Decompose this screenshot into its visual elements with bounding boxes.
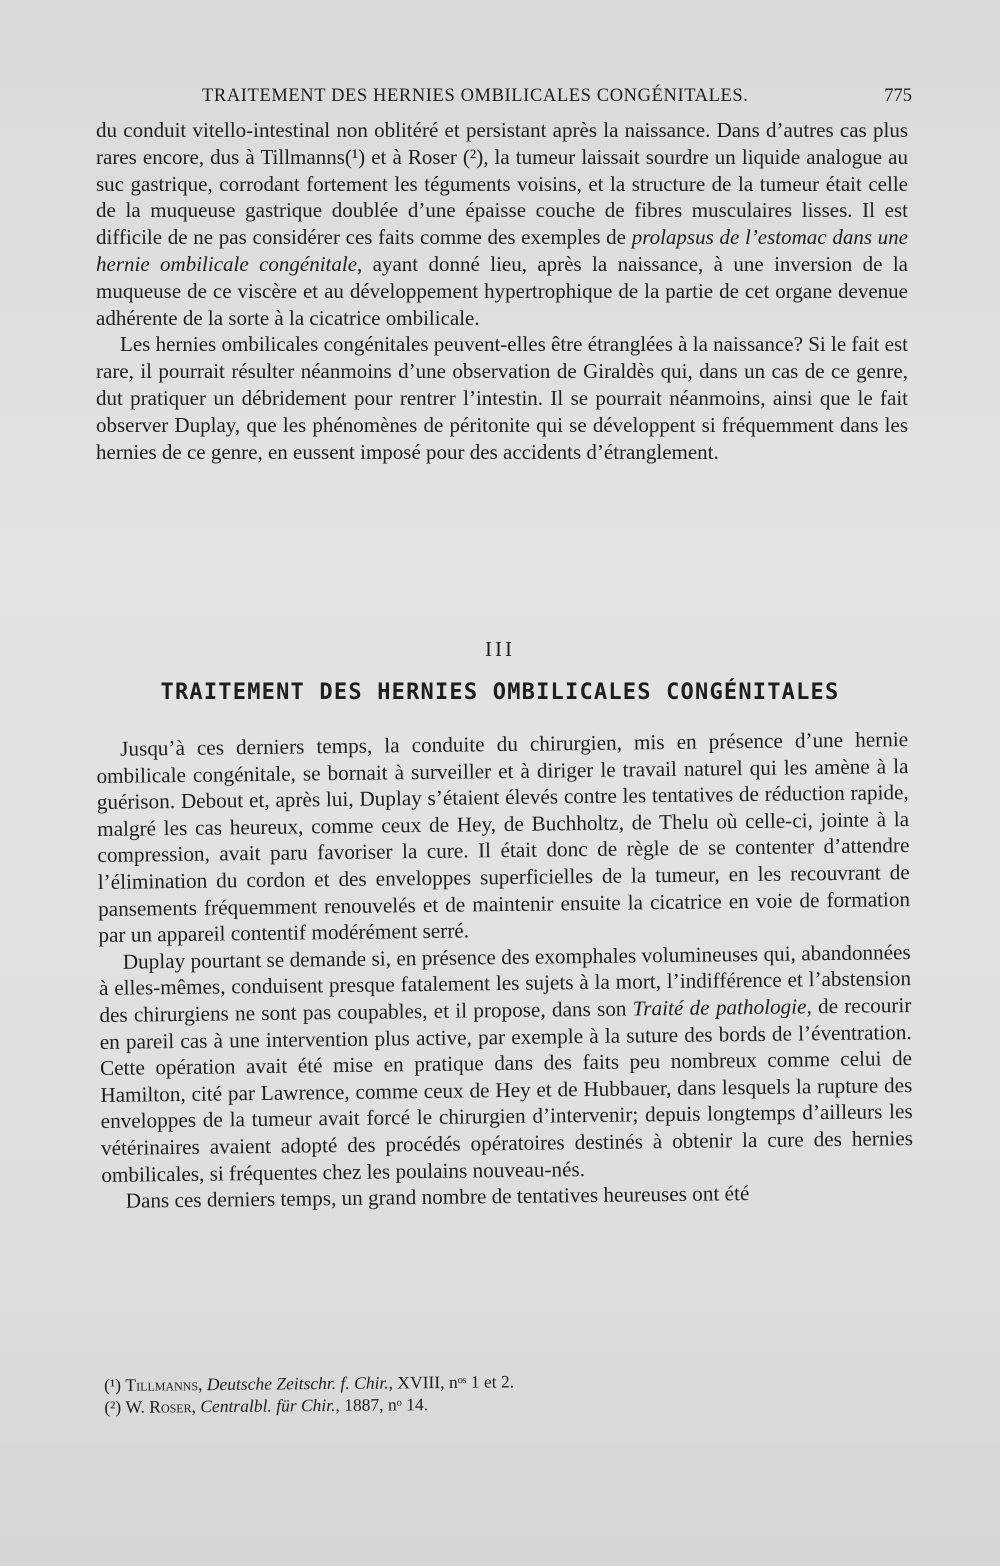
running-title: TRAITEMENT DES HERNIES OMBILICALES CONGÉNITALES. (202, 86, 749, 106)
paragraph: Jusqu’à ces derniers temps, la conduite du chirurgien, mis en présence d’une hernie ombilicale congénitale, se bornait à surveiller et à diriger le travail naturel qui les amène à la guérison. Debout et, après lui, Duplay s’étaient élevés contre les tentatives de réduction rapide, malgré les cas heureux, comme ceux de Hey, de Buchholtz, de Thelu où celle-ci, jointe à la compression, avait paru favoriser la cure. Il était donc de règle de se contenter d’attendre l’élimination du cordon et des enveloppes superficielles de la tumeur, en les recouvrant de pansements fréquemment renouvelés et de maintenir ensuite la cicatrice en voie de formation par un appareil contentif modérément serré. (96, 727, 911, 948)
paragraph (96, 117, 908, 331)
italic-text-run: Traité de pathologie (632, 994, 807, 1021)
section-title: TRAITEMENT DES HERNIES OMBILICALES CONGÉNITALES (160, 680, 840, 705)
body-text-top (96, 117, 908, 465)
footnote-journal: Centralbl. für Chir. (200, 1394, 336, 1417)
footnote-author: W. Roser, (125, 1396, 197, 1417)
footnote-mark: (¹) (104, 1374, 122, 1395)
section-number: III (485, 637, 515, 661)
footnote-reference: , 1887, nᵒ 14. (335, 1394, 429, 1415)
text-run: Duplay pourtant se demande si, en présence des exomphales volumineuses qui, abandonnées à elles-mêmes, conduisent presque fatalement les sujets à la mort, l’indifférence et l’abstension des chirurgiens ne sont pas coupables, et il propose, dans son (98, 939, 912, 1027)
text-run: , ayant donné lieu, après la naissance, à une inversion de la muqueuse de ce viscère et au développement hypertrophique de la partie de cet organe devenue adhérente de la sorte à la cicatrice ombilicale. (96, 251, 908, 330)
footnote-journal: Deutsche Zeitschr. f. Chir. (206, 1372, 389, 1395)
footnote-mark: (²) (104, 1396, 122, 1417)
footnotes (104, 1367, 904, 1418)
paragraph (99, 939, 914, 1188)
paragraph: Les hernies ombilicales congénitales peuvent-elles être étranglées à la naissance? Si le fait est rare, il pourrait résulter néanmoins d’une observation de Giraldès qui, dans un cas de ce genre, dut pratiquer un débridement pour rentrer l’intestin. Il se pourrait néanmoins, ainsi que le fait observer Duplay, que les phénomènes de péritonite qui se développent si fréquemment dans les hernies de ce genre, en eussent imposé pour des accidents d’étranglement. (96, 332, 908, 464)
footnote-reference: , XVIII, nᵒˢ 1 et 2. (388, 1371, 515, 1393)
text-run: , de recourir en pareil cas à une intervention plus active, par exemple à la suture des bords de l’éventration. Cette opération avait été mise en pratique dans des faits peu nombreux comme celui de Hamilton, cité par Lawrence, comme ceux de Hey et de Hubbauer, dans lesquels la rupture des enveloppes de la tumeur avait forcé le chirurgien d’intervenir; depuis longtemps d’ailleurs les vétérinaires avaient adopté des procédés opératoires destinés à obtenir la cure des hernies ombilicales, si fréquentes chez les poulains nouveau-nés. (99, 992, 914, 1187)
paragraph: Dans ces derniers temps, un grand nombre de tentatives heureuses ont été (125, 1181, 750, 1213)
text-run: du conduit vitello-intestinal non oblitéré et persistant après la naissance. Dans d’autres cas plus rares encore, dus à Tillmanns(¹) et à Roser (²), la tumeur laissait sourdre un liquide analogue au suc gastrique, corrodant fortement les téguments voisins, et la structure de la tumeur était celle de la muqueuse gastrique doublée d’une épaisse couche de fibres musculaires lisses. Il est difficile de ne pas considérer ces faits comme des exemples de (96, 118, 908, 250)
running-header (96, 86, 912, 112)
italic-text-run: prolapsus de l’estomac dans une hernie ombilicale congénitale (96, 225, 909, 276)
body-text-bottom (96, 726, 914, 1215)
page-number: 775 (884, 86, 912, 106)
footnote-author: Tillmanns, (125, 1374, 203, 1395)
